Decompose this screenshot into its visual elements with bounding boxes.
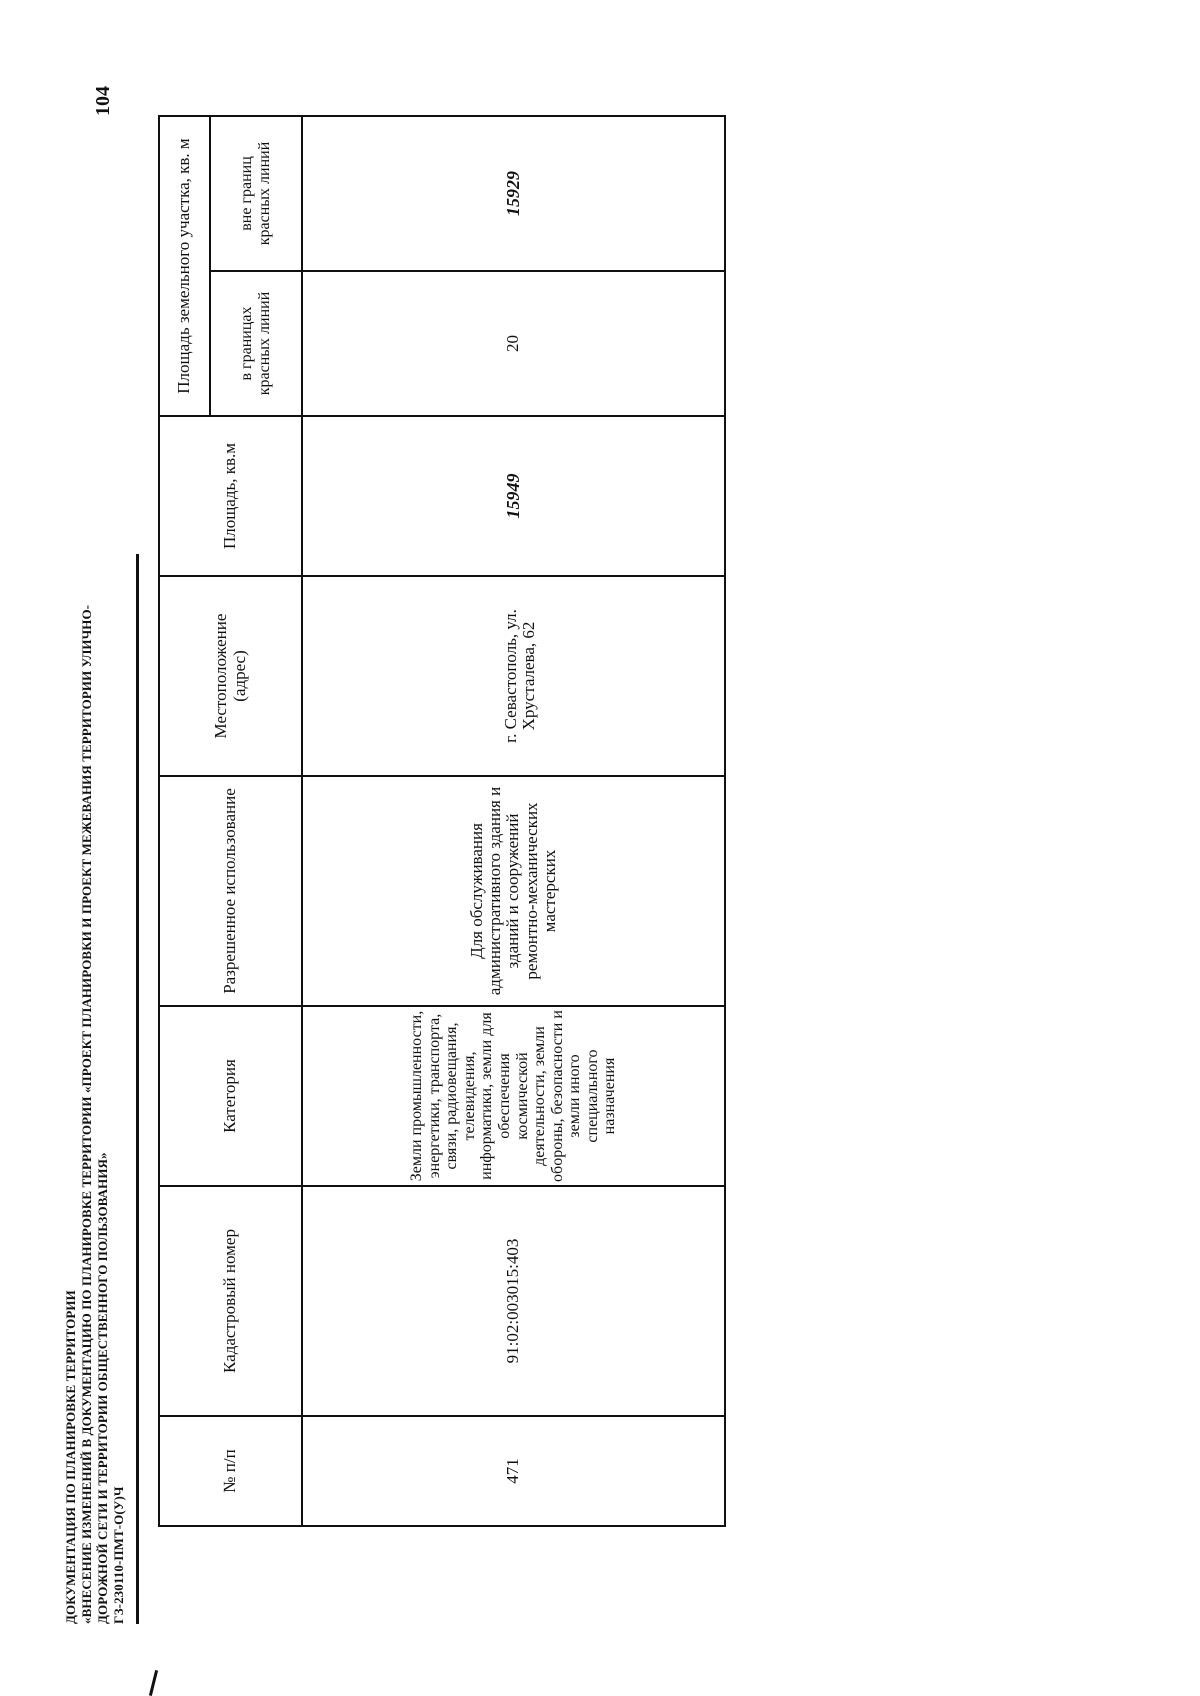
cell-category: Земли промышленности, энергетики, транспорта, связи, радиовещания, телевидения, информатики, земли для обеспечения космической деятельности, земли обороны, безопасности и земли иного специального назначения (407, 1010, 619, 1182)
cell-outside-red-lines: 15929 (502, 171, 523, 216)
cell-num: 471 (503, 1458, 523, 1484)
header-line-2: «ВНЕСЕНИЕ ИЗМЕНЕНИЙ В ДОКУМЕНТАЦИЮ ПО ПЛАНИРОВКЕ ТЕРРИТОРИИ «ПРОЕКТ ПЛАНИРОВКИ И ПРОЕКТ МЕЖЕВАНИЯ ТЕРРИТОРИИ УЛИЧНО- (79, 604, 94, 1624)
page-number: 104 (92, 86, 114, 116)
header-outside-red-lines: вне границ красных линий (238, 141, 273, 246)
header-plot-area: Площадь земельного участка, кв. м (174, 138, 194, 394)
cell-cadastral: 91:02:003015:403 (503, 1238, 523, 1364)
cell-address: г. Севастополь, ул. Хрусталева, 62 (501, 609, 539, 743)
header-num: № п/п (220, 1449, 240, 1493)
cell-area: 15949 (502, 473, 523, 519)
header-line-1: ДОКУМЕНТАЦИЯ ПО ПЛАНИРОВКЕ ТЕРРИТОРИИ (63, 1290, 78, 1624)
header-cadastral: Кадастровый номер (220, 1229, 240, 1373)
header-area: Площадь, кв.м (220, 442, 240, 550)
cell-inside-red-lines: 20 (503, 335, 523, 352)
header-address: Местоположение (адрес) (211, 613, 249, 739)
header-category: Категория (220, 1059, 240, 1133)
header-use: Разрешенное использование (220, 788, 240, 994)
cell-use: Для обслуживания административного здания и зданий и сооружений ремонтно-механических мастерских (466, 786, 560, 996)
header-line-4: ГЗ-230110-ПМТ-О(У)Ч (111, 1486, 126, 1624)
header-inside-red-lines: в границах красных линий (238, 291, 273, 396)
header-line-3: ДОРОЖНОЙ СЕТИ И ТЕРРИТОРИИ ОБЩЕСТВЕННОГО ПОЛЬЗОВАНИЯ» (95, 1152, 110, 1624)
